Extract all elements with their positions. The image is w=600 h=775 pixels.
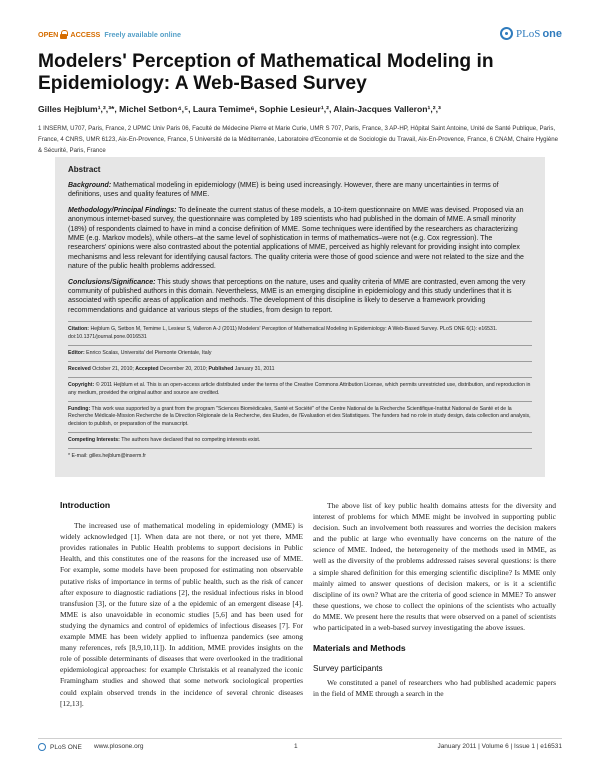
citation-label: Citation: [68, 326, 90, 333]
left-column [60, 500, 303, 709]
open-label: OPEN [38, 30, 59, 39]
plos-footer-icon [38, 743, 46, 751]
abstract-box [55, 157, 545, 477]
competing-label: Competing Interests: [68, 436, 120, 443]
divider [68, 432, 532, 433]
methods-lead: Methodology/Principal Findings: [68, 206, 177, 214]
copyright [68, 382, 532, 397]
page-footer [38, 738, 562, 750]
article-title: Modelers' Perception of Mathematical Modeling in Epidemiology: A Web-Based Survey [38, 51, 494, 94]
competing-text: The authors have declared that no competing interests exist. [121, 436, 261, 443]
accepted-date: December 20, 2010; [160, 366, 208, 373]
dates [68, 366, 532, 373]
access-label: ACCESS [70, 30, 101, 39]
logo-plos-text: PLoS [515, 27, 541, 40]
introduction-heading: Introduction [60, 500, 111, 510]
divider [68, 361, 532, 362]
funding [68, 406, 532, 428]
open-lock-icon [60, 30, 68, 39]
abstract-methods [68, 206, 532, 272]
journal-header [38, 27, 562, 44]
body-paragraph: The above list of key public health domains attests for the diversity and interest of problems for which MME might be involved in supporting public decision. Such an involvement both reassures and worries the decision makers and the public at large who eventually have concerns on the nature of the science of MME. Indeed, the heterogeneity of the methods used in MME, as well as the diversity of the problems addressed raises several questions: is there a simple shared definition for this emerging scientific discipline? Is MME only mainly aimed to answer questions of decision makers, or is it a scientific discipline of its own? What are the criteria of good science in MME? To answer these questions, we chose to collect the opinions of the scientists who actually do MME. We present here the results that were observed on a panel of scientists who participated in a web-based survey investigating the above issues. [313, 501, 556, 633]
survey-participants-heading: Survey participants [313, 664, 383, 674]
conclusions-lead: Conclusions/Significance: [68, 278, 156, 286]
survey-paragraph: We constituted a panel of researchers who had published academic papers in the field of MME through a search in the [313, 678, 556, 699]
funding-text: This work was supported by a grant from the program "Sciences Biomédicales, Santé et Société" of the Centre National de la Recherche Scientifique-Institut National de Santé et de la Recherche Médicale-Mission Recherche de la Direction Régionale de la Recherche, des Etudes, de l'Evaluation et des Statistiques. The funders had no role in study design, data collection and analysis, decision to publish, or preparation of the manuscript. [68, 406, 531, 427]
background-text: Mathematical modeling in epidemiology (MME) is being used increasingly. However, there are many uncertainties in terms of definitions, uses and quality features of MME. [68, 182, 499, 199]
email-label: * E-mail: [68, 453, 88, 460]
funding-label: Funding: [68, 406, 91, 413]
abstract-background [68, 181, 532, 200]
plos-one-logo[interactable] [500, 27, 562, 40]
editor-text: Enrico Scalas, Universita' del Piemonte Orientale, Italy [86, 349, 212, 356]
copyright-text: © 2011 Hejblum et al. This is an open-access article distributed under the terms of the Creative Commons Attribution License, which permits unrestricted use, distribution, and reproduction in any medium, provided the original author and source are credited. [68, 382, 531, 396]
competing-interests [68, 437, 532, 444]
email-address[interactable]: gilles.hejblum@inserm.fr [89, 453, 146, 460]
citation [68, 326, 532, 341]
received-date: October 21, 2010; [92, 366, 134, 373]
received-label: Received [68, 366, 91, 373]
methods-heading: Materials and Methods [313, 643, 406, 654]
abstract-conclusions [68, 278, 532, 316]
citation-text: Hejblum G, Setbon M, Temime L, Lesieur S, Valleron A-J (2011) Modelers' Perception of Mathematical Modeling in Epidemiology: A Web-Based Survey. PLoS ONE 6(1): e16531. doi:10.1371/journal.pone.0016531 [68, 326, 498, 340]
issue-info: January 2011 | Volume 6 | Issue 1 | e16531 [437, 743, 562, 750]
author-list: Gilles Hejblum¹,²,³*, Michel Setbon⁴,⁵, Laura Temime⁶, Sophie Lesieur¹,², Alain-Jacques Valleron¹,²,³ [38, 104, 441, 114]
email [68, 453, 532, 460]
footer-journal [38, 743, 82, 751]
divider [68, 345, 532, 346]
footer-url[interactable]: www.plosone.org [94, 743, 144, 750]
divider [68, 448, 532, 449]
accepted-label: Accepted [135, 366, 159, 373]
logo-one-text: one [542, 27, 562, 40]
conclusions-text: This study shows that perceptions on the nature, uses and quality criteria of MME are contrasted, even among the very community of published authors in this domain. Nevertheless, MME is an emerging discipline in epidemiology and this study underlines that it is associated with specific areas of application and methods. The development of this discipline is likely to deserve a framework providing recommendations and guidance at various steps of the studies, from design to report. [68, 278, 526, 314]
published-label: Published [208, 366, 234, 373]
freely-available-label: Freely available online [104, 30, 182, 39]
right-column [313, 500, 556, 700]
divider [68, 321, 532, 322]
footer-journal-name: PLoS ONE [50, 743, 82, 751]
plos-logo-icon [500, 27, 513, 40]
page-number: 1 [294, 743, 298, 750]
article-metadata [68, 326, 532, 460]
spacer [313, 633, 556, 643]
introduction-paragraph: The increased use of mathematical modeling in epidemiology (MME) is widely acknowledged [1]. When data are not there, or not yet there, MME provides rationales in Public Health problems to support decisions in Public Health, and this constitutes one of the reasons for the increased use of MME. For example, some models have been proposed for estimating non observable putative risks of importance in terms of public health, such as the risk of cancer after exposure to diagnostic radiations [2], the residual infectious risks in blood transfusion [3], or the future size of a the epidemic of an emergent disease [4]. MME is also unavoidable in economic studies [5,6] and has been used for studying the dynamics and control of epidemics of infectious diseases [7]. For example MME has been widely applied to influenza pandemics (see among many references, refs [8,9,10,11]). In addition, MME provides insights on the role of possible determinants of diseases that were overlooked in the traditional epidemiological approaches: for example Christakis et al reanalyzed the iconic Framingham studies and showed that some network sociological properties could explain observed trends in the incidence of several chronic diseases [12,13]. [60, 521, 303, 708]
published-date: January 31, 2011 [234, 366, 275, 373]
abstract-heading: Abstract [68, 165, 101, 174]
methods-text: To delineate the current status of these models, a 10-item questionnaire on MME was devised. Proposed via an anonymous internet-based survey, the questionnaire was completed by 189 scientists who had published in the domain of MME. A small minority (18%) of respondents claimed to have in mind a concise definition of MME. Some techniques were identified by the researchers as characterizing MME (e.g. Markov models), while others–at the same level of sophistication in terms of mathematics–were not (e.g. Cox regression). The researchers' opinions were also contrasted about the potential applications of MME, perceived as highly relevant for providing insight into complex mechanisms and less relevant for identifying causal factors. The quality criteria were those of good science and were not related to the size and the nature of the public health problems addressed. [68, 206, 524, 271]
editor-label: Editor: [68, 349, 85, 356]
divider [68, 401, 532, 402]
copyright-label: Copyright: [68, 382, 95, 389]
divider [68, 377, 532, 378]
background-lead: Background: [68, 182, 112, 189]
open-access-badge [38, 30, 181, 39]
affiliations: 1 INSERM, U707, Paris, France, 2 UPMC Univ Paris 06, Faculté de Médecine Pierre et Marie Curie, UMR S 707, Paris, France, 3 AP-HP, Hôpital Saint Antoine, Unité de Santé Publique, Paris, France, 4 CNRS, UMR 6123, Aix-En-Provence, France, 5 Université de la Méditerranée, Laboratoire d'Economie et de Sociologie du Travail, Aix-En-Provence, France, 6 CNAM, Chaire Hygiène & Sécurité, Paris, France [38, 125, 559, 155]
editor [68, 350, 532, 357]
